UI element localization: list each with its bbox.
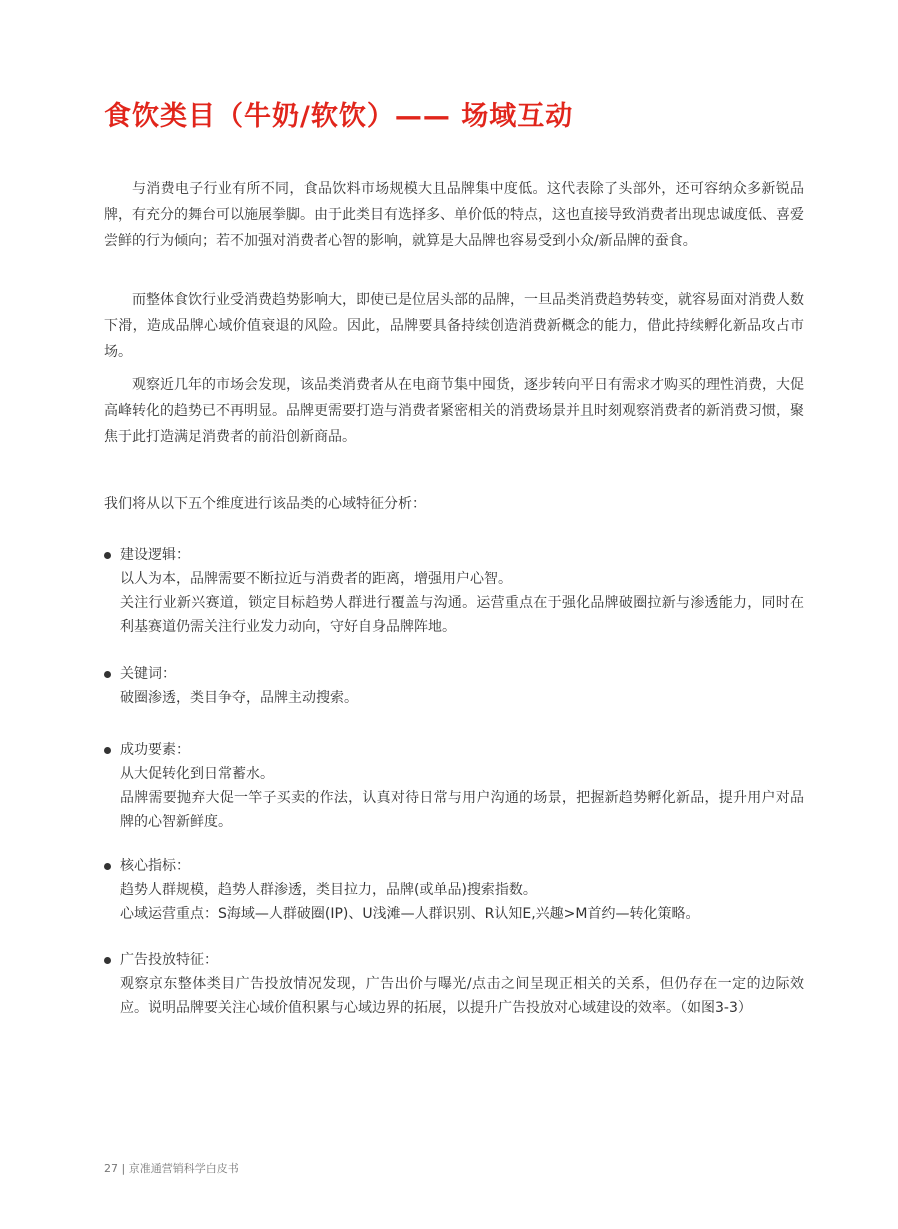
bullet-heading: 成功要素： xyxy=(104,738,804,762)
bullet-line: 观察京东整体类目广告投放情况发现，广告出价与曝光/点击之间呈现正相关的关系，但仍存在一定的边际效应。说明品牌要关注心域价值积累与心域边界的拓展，以提升广告投放对心域建设的效率。（如图3-3） xyxy=(120,976,804,1016)
bullet-ad-features xyxy=(104,948,804,1020)
bullet-line: 破圈渗透，类目争夺，品牌主动搜索。 xyxy=(120,690,358,706)
bullet-line: 品牌需要抛弃大促一竿子买卖的作法，认真对待日常与用户沟通的场景，把握新趋势孵化新品，提升用户对品牌的心智新鲜度。 xyxy=(120,790,804,830)
bullet-keywords xyxy=(104,662,804,710)
page-footer: 27 | 京准通营销科学白皮书 xyxy=(104,1162,239,1175)
bullet-heading: 建设逻辑： xyxy=(104,543,804,567)
bullet-line: 从大促转化到日常蓄水。 xyxy=(120,766,274,782)
body-paragraph: 与消费电子行业有所不同，食品饮料市场规模大且品牌集中度低。这代表除了头部外，还可容纳众多新锐品牌，有充分的舞台可以施展拳脚。由于此类目有选择多、单价低的特点，这也直接导致消费者出现忠诚度低、喜爱尝鲜的行为倾向；若不加强对消费者心智的影响，就算是大品牌也容易受到小众/新品牌的蚕食。 xyxy=(104,181,804,249)
bullet-line: 心域运营重点：S海域—人群破圈(IP)、U浅滩—人群识别、R认知E,兴趣>M首约—转化策略。 xyxy=(120,906,700,922)
bullet-heading: 关键词： xyxy=(104,662,804,686)
page-title: 食饮类目（牛奶/软饮）—— 场域互动 xyxy=(104,101,574,132)
bullet-heading: 广告投放特征： xyxy=(104,948,804,972)
bullet-construction-logic xyxy=(104,543,804,639)
bullet-core-metrics xyxy=(104,854,804,926)
bullet-line: 以人为本，品牌需要不断拉近与消费者的距离，增强用户心智。 xyxy=(120,571,512,587)
bullet-line: 关注行业新兴赛道，锁定目标趋势人群进行覆盖与沟通。运营重点在于强化品牌破圈拉新与渗透能力，同时在利基赛道仍需关注行业发力动向，守好自身品牌阵地。 xyxy=(120,595,804,635)
body-paragraph: 而整体食饮行业受消费趋势影响大，即使已是位居头部的品牌，一旦品类消费趋势转变，就容易面对消费人数下滑，造成品牌心域价值衰退的风险。因此，品牌要具备持续创造消费新概念的能力，借此持续孵化新品攻占市场。 xyxy=(104,292,804,360)
intro-text: 我们将从以下五个维度进行该品类的心域特征分析： xyxy=(104,496,426,512)
body-paragraph: 观察近几年的市场会发现，该品类消费者从在电商节集中囤货，逐步转向平日有需求才购买的理性消费，大促高峰转化的趋势已不再明显。品牌更需要打造与消费者紧密相关的消费场景并且时刻观察消费者的新消费习惯，聚焦于此打造满足消费者的前沿创新商品。 xyxy=(104,377,804,445)
bullet-heading: 核心指标： xyxy=(104,854,804,878)
bullet-success-factors xyxy=(104,738,804,834)
bullet-line: 趋势人群规模，趋势人群渗透，类目拉力，品牌(或单品)搜索指数。 xyxy=(120,882,537,898)
